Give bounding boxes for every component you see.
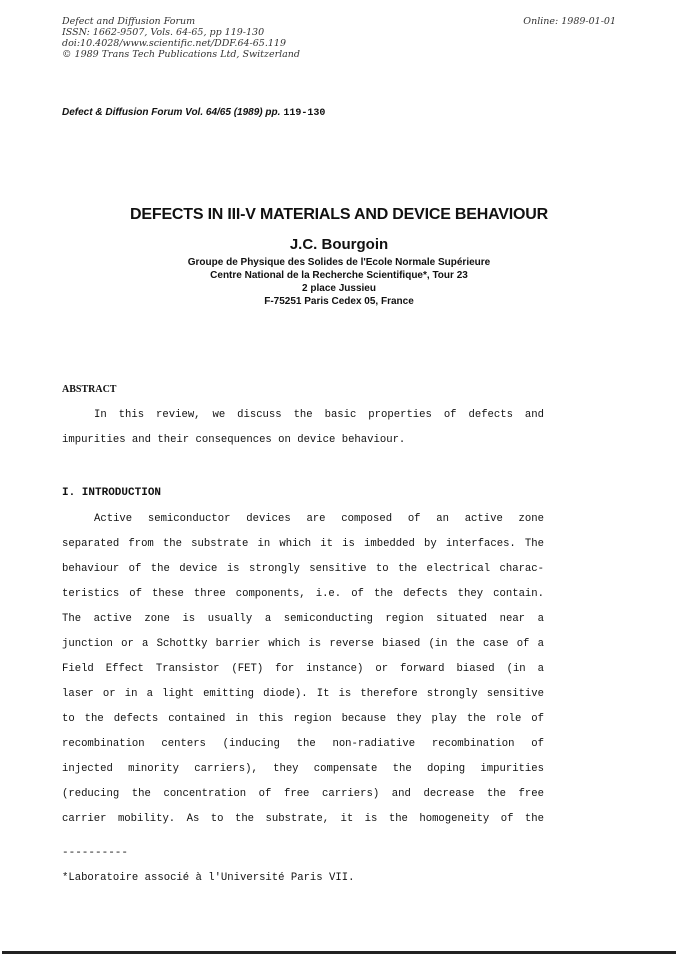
- text-line: behaviour of the device is strongly sensitive to the electrical charac-: [62, 563, 544, 575]
- text-line: laser or in a light emitting diode). It is therefore strongly sensitive: [62, 688, 544, 700]
- meta-line: ISSN: 1662-9507, Vols. 64-65, pp 119-130: [62, 27, 265, 38]
- footnote-separator: ----------: [62, 847, 129, 859]
- publication-meta: [62, 16, 300, 60]
- citation-journal: Defect & Diffusion Forum Vol. 64/65 (1989) pp.: [62, 107, 281, 118]
- text-line: injected minority carriers), they compensate the doping impurities: [62, 763, 544, 775]
- meta-line: doi:10.4028/www.scientific.net/DDF.64-65.119: [62, 38, 286, 49]
- text-line: Active semiconductor devices are composed of an active zone: [94, 513, 544, 525]
- abstract-heading: ABSTRACT: [62, 384, 117, 395]
- text-line: junction or a Schottky barrier which is reverse biased (in the case of a: [62, 638, 544, 650]
- text-line: recombination centers (inducing the non-radiative recombination of: [62, 738, 544, 750]
- footnote: *Laboratoire associé à l'Université Paris VII.: [62, 872, 355, 884]
- text-line: (reducing the concentration of free carriers) and decrease the free: [62, 788, 544, 800]
- page-bottom-rule: [2, 951, 676, 954]
- text-line: separated from the substrate in which it is imbedded by interfaces. The: [62, 538, 544, 550]
- text-line: The active zone is usually a semiconducting region situated near a: [62, 613, 544, 625]
- author-name: J.C. Bourgoin: [289, 236, 389, 253]
- abstract-body: [62, 403, 544, 453]
- affiliation-line: 2 place Jussieu: [302, 283, 376, 294]
- affiliation-line: Centre National de la Recherche Scientifique*, Tour 23: [210, 270, 468, 281]
- paper-title: DEFECTS IN III-V MATERIALS AND DEVICE BEHAVIOUR: [130, 206, 548, 223]
- affiliation-line: Groupe de Physique des Solides de l'Ecole Normale Supérieure: [187, 257, 491, 268]
- affiliation-line: F-75251 Paris Cedex 05, France: [264, 296, 414, 307]
- text-line: carrier mobility. As to the substrate, it is the homogeneity of the: [62, 813, 544, 825]
- text-line: In this review, we discuss the basic properties of defects and: [94, 409, 544, 421]
- introduction-body: [62, 507, 544, 832]
- text-line: impurities and their consequences on device behaviour.: [62, 434, 406, 446]
- journal-citation: [62, 107, 325, 119]
- meta-line: © 1989 Trans Tech Publications Ltd, Switzerland: [62, 49, 301, 60]
- affiliation: [0, 256, 678, 308]
- meta-line: Defect and Diffusion Forum: [62, 16, 196, 27]
- introduction-heading: I. INTRODUCTION: [62, 487, 162, 499]
- citation-pages: 119-130: [283, 108, 326, 119]
- text-line: Field Effect Transistor (FET) for instance) or forward biased (in a: [62, 663, 544, 675]
- online-date: Online: 1989-01-01: [523, 16, 616, 27]
- text-line: to the defects contained in this region because they play the role of: [62, 713, 544, 725]
- text-line: teristics of these three components, i.e. of the defects they contain.: [62, 588, 544, 600]
